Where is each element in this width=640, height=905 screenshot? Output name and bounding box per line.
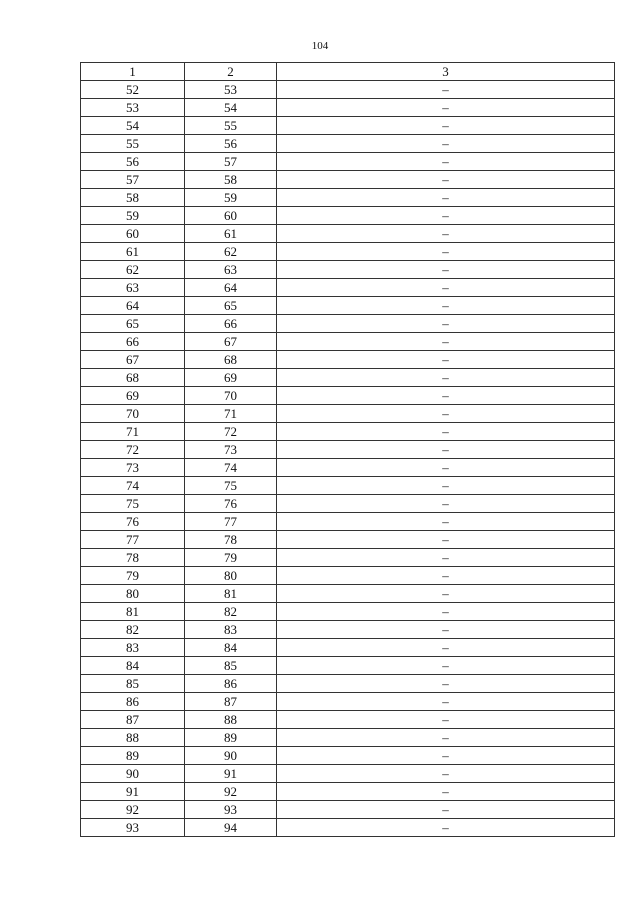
table-cell-col-1: 72: [81, 441, 185, 459]
table-cell-col-3: –: [277, 225, 615, 243]
table-cell-col-3: –: [277, 423, 615, 441]
table-cell-col-1: 59: [81, 207, 185, 225]
table-cell-col-3: –: [277, 315, 615, 333]
table-cell-col-3: –: [277, 585, 615, 603]
column-header-2: 2: [185, 63, 277, 81]
table-cell-col-3: –: [277, 603, 615, 621]
table-cell-col-1: 87: [81, 711, 185, 729]
table-cell-col-1: 71: [81, 423, 185, 441]
table-row: [81, 729, 615, 747]
table-cell-col-1: 76: [81, 513, 185, 531]
page-number: 104: [311, 40, 329, 52]
table-cell-col-2: 55: [185, 117, 277, 135]
table-row: [81, 783, 615, 801]
table-row: [81, 765, 615, 783]
table-row: [81, 117, 615, 135]
table-cell-col-2: 79: [185, 549, 277, 567]
table-cell-col-2: 62: [185, 243, 277, 261]
table-row: [81, 693, 615, 711]
table-cell-col-2: 74: [185, 459, 277, 477]
table-row: [81, 225, 615, 243]
table-cell-col-3: –: [277, 99, 615, 117]
table-cell-col-3: –: [277, 153, 615, 171]
table-cell-col-2: 60: [185, 207, 277, 225]
table-cell-col-2: 85: [185, 657, 277, 675]
table-cell-col-2: 65: [185, 297, 277, 315]
table-cell-col-1: 74: [81, 477, 185, 495]
table-cell-col-3: –: [277, 243, 615, 261]
table-cell-col-1: 81: [81, 603, 185, 621]
table-cell-col-1: 68: [81, 369, 185, 387]
table-cell-col-1: 69: [81, 387, 185, 405]
table-cell-col-1: 92: [81, 801, 185, 819]
table-row: [81, 477, 615, 495]
table-cell-col-2: 94: [185, 819, 277, 837]
table-row: [81, 801, 615, 819]
table-cell-col-3: –: [277, 189, 615, 207]
table-cell-col-2: 73: [185, 441, 277, 459]
table-cell-col-2: 59: [185, 189, 277, 207]
table-cell-col-3: –: [277, 729, 615, 747]
table-cell-col-1: 80: [81, 585, 185, 603]
table-cell-col-1: 64: [81, 297, 185, 315]
table-cell-col-1: 75: [81, 495, 185, 513]
table-cell-col-3: –: [277, 387, 615, 405]
table-cell-col-1: 58: [81, 189, 185, 207]
table-row: [81, 153, 615, 171]
table-cell-col-2: 81: [185, 585, 277, 603]
table-row: [81, 171, 615, 189]
table-cell-col-3: –: [277, 513, 615, 531]
table-cell-col-1: 93: [81, 819, 185, 837]
table-cell-col-3: –: [277, 531, 615, 549]
table-cell-col-3: –: [277, 441, 615, 459]
table-cell-col-3: –: [277, 747, 615, 765]
table-row: [81, 531, 615, 549]
table-cell-col-1: 90: [81, 765, 185, 783]
table-row: [81, 369, 615, 387]
table-cell-col-2: 54: [185, 99, 277, 117]
table-cell-col-3: –: [277, 675, 615, 693]
table-row: [81, 135, 615, 153]
table-cell-col-1: 63: [81, 279, 185, 297]
table-row: [81, 207, 615, 225]
table-cell-col-1: 60: [81, 225, 185, 243]
table-cell-col-3: –: [277, 693, 615, 711]
header-row: [81, 63, 615, 81]
table-cell-col-2: 72: [185, 423, 277, 441]
table-cell-col-3: –: [277, 495, 615, 513]
table-row: [81, 567, 615, 585]
table-cell-col-3: –: [277, 801, 615, 819]
table-row: [81, 99, 615, 117]
table-row: [81, 387, 615, 405]
table-cell-col-2: 88: [185, 711, 277, 729]
table-row: [81, 639, 615, 657]
table-cell-col-2: 82: [185, 603, 277, 621]
table-cell-col-2: 80: [185, 567, 277, 585]
table-cell-col-2: 93: [185, 801, 277, 819]
table-cell-col-2: 63: [185, 261, 277, 279]
table-cell-col-1: 73: [81, 459, 185, 477]
table-cell-col-3: –: [277, 549, 615, 567]
table-cell-col-3: –: [277, 621, 615, 639]
table-row: [81, 585, 615, 603]
table-cell-col-3: –: [277, 819, 615, 837]
table-cell-col-2: 91: [185, 765, 277, 783]
table-cell-col-3: –: [277, 657, 615, 675]
table-cell-col-2: 77: [185, 513, 277, 531]
table-cell-col-3: –: [277, 477, 615, 495]
table-cell-col-2: 76: [185, 495, 277, 513]
table-cell-col-3: –: [277, 783, 615, 801]
table-cell-col-1: 56: [81, 153, 185, 171]
table-cell-col-3: –: [277, 297, 615, 315]
table-body: [81, 81, 615, 837]
table-cell-col-1: 67: [81, 351, 185, 369]
table-cell-col-1: 89: [81, 747, 185, 765]
table-cell-col-1: 57: [81, 171, 185, 189]
table-row: [81, 441, 615, 459]
table-row: [81, 675, 615, 693]
table-cell-col-3: –: [277, 711, 615, 729]
table-cell-col-1: 54: [81, 117, 185, 135]
table-row: [81, 549, 615, 567]
table-row: [81, 621, 615, 639]
table-cell-col-2: 53: [185, 81, 277, 99]
table-cell-col-1: 91: [81, 783, 185, 801]
table-row: [81, 261, 615, 279]
table-cell-col-2: 78: [185, 531, 277, 549]
table-cell-col-1: 88: [81, 729, 185, 747]
table-cell-col-2: 67: [185, 333, 277, 351]
table-cell-col-3: –: [277, 351, 615, 369]
table-cell-col-2: 70: [185, 387, 277, 405]
table-row: [81, 459, 615, 477]
table-cell-col-3: –: [277, 639, 615, 657]
table-cell-col-2: 64: [185, 279, 277, 297]
table-row: [81, 495, 615, 513]
table-cell-col-3: –: [277, 279, 615, 297]
table-cell-col-1: 62: [81, 261, 185, 279]
table-cell-col-2: 69: [185, 369, 277, 387]
table-cell-col-2: 66: [185, 315, 277, 333]
table-cell-col-2: 89: [185, 729, 277, 747]
table-cell-col-1: 55: [81, 135, 185, 153]
table-cell-col-1: 84: [81, 657, 185, 675]
table-cell-col-2: 57: [185, 153, 277, 171]
table-cell-col-3: –: [277, 459, 615, 477]
table-row: [81, 657, 615, 675]
table-row: [81, 513, 615, 531]
table-cell-col-2: 92: [185, 783, 277, 801]
table-row: [81, 819, 615, 837]
table-cell-col-3: –: [277, 405, 615, 423]
table-cell-col-2: 86: [185, 675, 277, 693]
table-row: [81, 333, 615, 351]
table-cell-col-2: 83: [185, 621, 277, 639]
table-header: [81, 63, 615, 81]
data-table: [80, 62, 615, 837]
table-cell-col-3: –: [277, 333, 615, 351]
column-header-3: 3: [277, 63, 615, 81]
table-cell-col-1: 78: [81, 549, 185, 567]
table-cell-col-3: –: [277, 567, 615, 585]
table-cell-col-1: 52: [81, 81, 185, 99]
table-row: [81, 81, 615, 99]
table-cell-col-2: 68: [185, 351, 277, 369]
table-cell-col-1: 53: [81, 99, 185, 117]
table-cell-col-3: –: [277, 765, 615, 783]
table-row: [81, 315, 615, 333]
table-cell-col-1: 70: [81, 405, 185, 423]
table-row: [81, 405, 615, 423]
table-cell-col-3: –: [277, 369, 615, 387]
table-cell-col-1: 79: [81, 567, 185, 585]
table-row: [81, 351, 615, 369]
table-cell-col-2: 75: [185, 477, 277, 495]
table-cell-col-1: 61: [81, 243, 185, 261]
table-cell-col-2: 87: [185, 693, 277, 711]
column-header-1: 1: [81, 63, 185, 81]
table-cell-col-3: –: [277, 261, 615, 279]
table-cell-col-1: 86: [81, 693, 185, 711]
table-cell-col-1: 83: [81, 639, 185, 657]
table-cell-col-2: 56: [185, 135, 277, 153]
table-row: [81, 279, 615, 297]
table-cell-col-3: –: [277, 171, 615, 189]
table-cell-col-2: 58: [185, 171, 277, 189]
table-row: [81, 711, 615, 729]
table-row: [81, 189, 615, 207]
table-cell-col-3: –: [277, 135, 615, 153]
table-cell-col-1: 77: [81, 531, 185, 549]
table-cell-col-2: 61: [185, 225, 277, 243]
table-cell-col-1: 65: [81, 315, 185, 333]
table-cell-col-2: 90: [185, 747, 277, 765]
table-cell-col-3: –: [277, 207, 615, 225]
table-row: [81, 423, 615, 441]
table-cell-col-2: 71: [185, 405, 277, 423]
table-row: [81, 747, 615, 765]
table-cell-col-1: 82: [81, 621, 185, 639]
table-row: [81, 243, 615, 261]
table-row: [81, 297, 615, 315]
table-cell-col-3: –: [277, 117, 615, 135]
table-cell-col-1: 66: [81, 333, 185, 351]
table-row: [81, 603, 615, 621]
table-cell-col-1: 85: [81, 675, 185, 693]
table-cell-col-3: –: [277, 81, 615, 99]
table-cell-col-2: 84: [185, 639, 277, 657]
